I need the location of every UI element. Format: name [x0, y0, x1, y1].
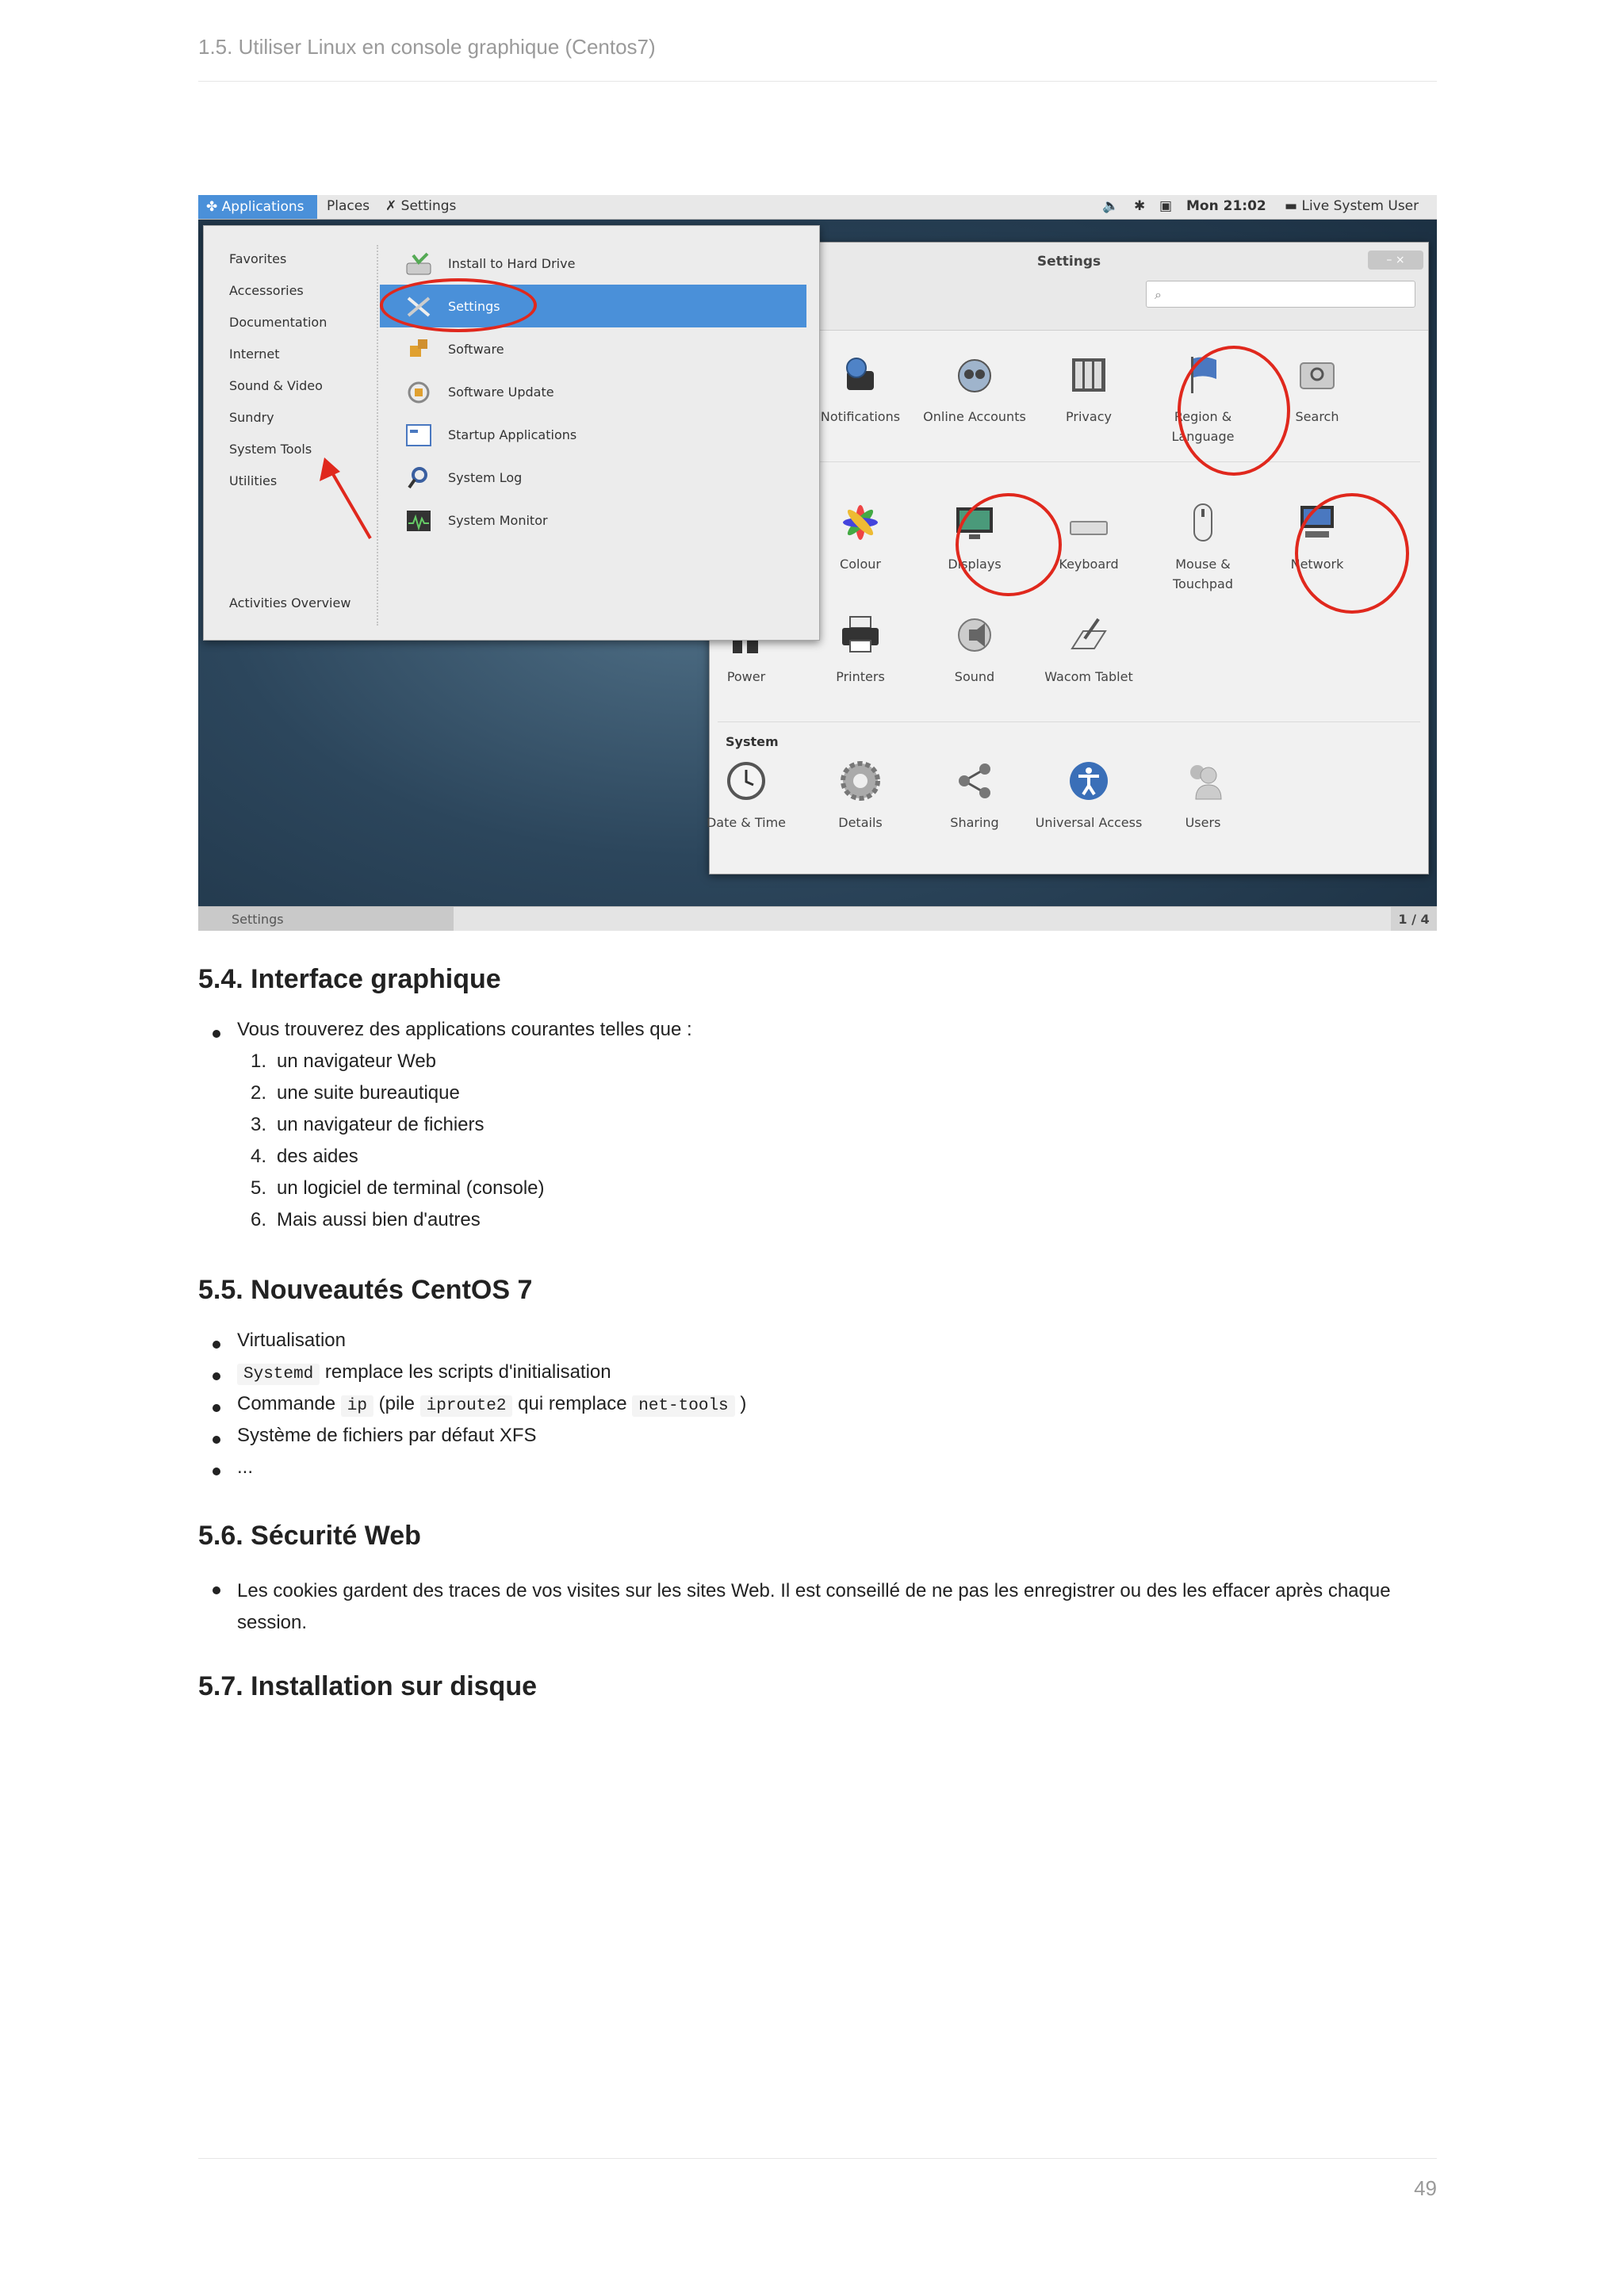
settings-universal-access[interactable] — [1033, 760, 1144, 832]
user-menu[interactable] — [1285, 198, 1419, 214]
menu-item-label: System Log — [448, 470, 523, 485]
settings-sharing[interactable] — [919, 760, 1030, 832]
clock-icon — [725, 760, 768, 802]
settings-row-divider — [718, 461, 1420, 462]
list-item-text: un navigateur Web — [277, 1050, 437, 1072]
list-item-text: Système de fichiers par défaut XFS — [237, 1425, 537, 1446]
settings-item-label: Displays — [948, 557, 1002, 572]
settings-item-label: Notifications — [820, 409, 901, 424]
window-controls[interactable]: – × — [1368, 251, 1423, 270]
printer-icon — [839, 614, 882, 656]
category-utilities[interactable]: Utilities — [229, 473, 278, 488]
list-item-text: Commande — [237, 1393, 336, 1414]
annotation-circle-displays — [956, 493, 1062, 596]
menu-item-label: Software Update — [448, 385, 554, 400]
activities-overview[interactable]: Activities Overview — [229, 595, 351, 610]
menu-item-startup-applications[interactable] — [380, 413, 806, 456]
wacom-tablet-icon — [1067, 614, 1110, 656]
tools-icon: ✗ — [385, 198, 397, 214]
mouse-icon — [1182, 501, 1224, 544]
settings-item-label: Colour — [840, 557, 881, 572]
software-update-icon — [405, 381, 432, 404]
list-number: 3. — [251, 1114, 267, 1135]
settings-item-label: Users — [1185, 815, 1221, 830]
list-item-text: des aides — [277, 1146, 358, 1167]
places-menu[interactable]: Places — [327, 198, 370, 214]
category-internet[interactable]: Internet — [229, 346, 280, 362]
settings-window-title: Settings — [1036, 254, 1101, 270]
list-item — [198, 1209, 692, 1241]
bluetooth-icon[interactable]: ✱ — [1134, 198, 1146, 214]
list-item — [198, 1019, 692, 1050]
inline-code: Systemd — [237, 1364, 320, 1385]
bottom-bar — [198, 906, 1437, 931]
header-rule — [198, 81, 1437, 82]
settings-item-label: Wacom Tablet — [1044, 669, 1133, 684]
settings-app-label: Settings — [400, 198, 457, 214]
volume-icon[interactable]: 🔈 — [1102, 198, 1120, 214]
list-item — [198, 1330, 746, 1361]
search-icon: ⌕ — [1155, 287, 1162, 302]
list-number: 2. — [251, 1082, 267, 1104]
category-sundry[interactable]: Sundry — [229, 410, 274, 425]
clock[interactable]: Mon 21:02 — [1186, 198, 1266, 214]
settings-item-label: Region & Language — [1171, 409, 1235, 444]
settings-item-label: Printers — [836, 669, 885, 684]
software-icon — [405, 338, 432, 362]
accessibility-icon — [1067, 760, 1110, 802]
settings-item-label: Date & Time — [706, 815, 787, 830]
system-section-label: System — [726, 734, 779, 749]
list-item-text: ) — [740, 1393, 747, 1414]
applications-label: Applications — [221, 199, 304, 215]
annotation-arrow — [307, 456, 378, 543]
list-item — [198, 1114, 692, 1146]
settings-date-time[interactable] — [691, 760, 802, 832]
applications-menu — [203, 225, 820, 641]
list-item — [198, 1177, 692, 1209]
list-item — [198, 1361, 746, 1393]
keyboard-icon — [1067, 501, 1110, 544]
category-accessories[interactable]: Accessories — [229, 283, 304, 298]
task-label: Settings — [232, 912, 284, 927]
menu-item-label: Software — [448, 342, 504, 357]
settings-item-label: Search — [1295, 409, 1339, 424]
user-label: Live System User — [1301, 198, 1419, 214]
menu-item-software-update[interactable] — [380, 370, 806, 413]
category-favorites[interactable]: Favorites — [229, 251, 287, 266]
list-item-text: remplace les scripts d'initialisation — [324, 1361, 611, 1383]
list-item-text: Virtualisation — [237, 1330, 346, 1351]
list-item — [198, 1456, 746, 1488]
magnifier-icon — [405, 466, 432, 490]
settings-wacom-tablet[interactable] — [1033, 614, 1144, 687]
annotation-circle-region — [1178, 346, 1290, 476]
list-number: 4. — [251, 1146, 267, 1167]
top-bar — [198, 195, 1437, 220]
settings-item-label: Online Accounts — [923, 409, 1026, 424]
list-item-text: un navigateur de fichiers — [277, 1114, 485, 1135]
online-accounts-icon — [953, 354, 996, 396]
category-sound-video[interactable]: Sound & Video — [229, 378, 323, 393]
speaker-icon — [953, 614, 996, 656]
colour-icon — [839, 501, 882, 544]
list-item-text: qui remplace — [518, 1393, 627, 1414]
settings-item-label: Mouse & Touchpad — [1172, 557, 1234, 591]
page-header: 1.5. Utiliser Linux en console graphique (Centos7) — [198, 35, 656, 59]
list-number: 1. — [251, 1050, 267, 1072]
menu-item-label: System Monitor — [448, 513, 548, 528]
gear-icon — [839, 760, 882, 802]
list-item-text: un logiciel de terminal (console) — [277, 1177, 545, 1199]
list-item-text: (pile — [378, 1393, 415, 1414]
settings-item-label: Privacy — [1066, 409, 1112, 424]
chat-icon: ▬ — [1285, 198, 1298, 214]
startup-apps-icon — [405, 423, 432, 447]
list-item — [198, 1393, 746, 1425]
share-icon — [953, 760, 996, 802]
section-title-5-4: 5.4. Interface graphique — [198, 964, 501, 994]
notifications-icon — [839, 354, 882, 396]
section-title-5-7: 5.7. Installation sur disque — [198, 1671, 537, 1701]
inline-code: ip — [341, 1395, 373, 1417]
menu-item-label: Settings — [448, 299, 500, 314]
workspace-pager[interactable]: 1 / 4 — [1391, 907, 1437, 931]
settings-item-label: Power — [726, 669, 766, 684]
annotation-circle-settings — [380, 278, 537, 332]
settings-item-label: Universal Access — [1035, 815, 1143, 830]
settings-notifications[interactable] — [805, 354, 916, 427]
list-item — [198, 1575, 1391, 1639]
taskbar-settings[interactable] — [198, 907, 454, 931]
centos-desktop-screenshot — [198, 195, 1437, 931]
annotation-circle-network — [1295, 493, 1409, 614]
settings-item-label: Details — [838, 815, 883, 830]
section-title-5-6: 5.6. Sécurité Web — [198, 1521, 421, 1551]
list-item — [198, 1146, 692, 1177]
settings-details[interactable] — [805, 760, 916, 832]
list-item-text: Les cookies gardent des traces de vos visites sur les sites Web. Il est conseillé de ne pas les enregistrer ou des les effacer après chaque — [237, 1580, 1391, 1601]
install-drive-icon — [405, 252, 432, 276]
inline-code: net-tools — [632, 1395, 734, 1417]
menu-separator — [377, 245, 378, 626]
settings-item-label: Keyboard — [1059, 557, 1119, 572]
network-status-icon[interactable]: ▣ — [1159, 198, 1173, 214]
privacy-icon — [1067, 354, 1110, 396]
page-number: 49 — [1414, 2176, 1437, 2200]
section-title-5-5: 5.5. Nouveautés CentOS 7 — [198, 1275, 533, 1305]
applications-menu-button[interactable] — [198, 195, 317, 219]
settings-colour[interactable] — [805, 501, 916, 574]
settings-users[interactable] — [1147, 760, 1258, 832]
settings-sound[interactable] — [919, 614, 1030, 687]
settings-item-label: Sharing — [950, 815, 999, 830]
settings-app-menu[interactable] — [385, 198, 456, 214]
settings-item-label: Sound — [954, 669, 995, 684]
footer-rule — [198, 2158, 1437, 2159]
search-settings-icon — [1296, 354, 1339, 396]
list-item-text: ... — [237, 1456, 254, 1478]
users-icon — [1182, 760, 1224, 802]
settings-privacy[interactable] — [1033, 354, 1144, 427]
settings-printers[interactable] — [805, 614, 916, 687]
list-5-4 — [198, 1019, 692, 1241]
list-item — [198, 1425, 746, 1456]
menu-item-system-log[interactable] — [380, 456, 806, 499]
list-5-5 — [198, 1330, 746, 1488]
list-5-6 — [198, 1575, 1391, 1639]
list-item-text: Mais aussi bien d'autres — [277, 1209, 481, 1230]
settings-search-input[interactable] — [1146, 281, 1415, 308]
category-system-tools[interactable]: System Tools — [229, 442, 312, 457]
list-number: 6. — [251, 1209, 267, 1230]
list-item — [198, 1050, 692, 1082]
list-item-text: session. — [237, 1612, 308, 1633]
settings-online-accounts[interactable] — [919, 354, 1030, 427]
settings-mouse-touchpad[interactable] — [1147, 501, 1258, 594]
menu-item-system-monitor[interactable] — [380, 499, 806, 541]
settings-item-label: Network — [1290, 557, 1344, 572]
list-item — [198, 1082, 692, 1114]
list-item-text: Vous trouverez des applications courantes telles que : — [237, 1019, 692, 1040]
menu-item-software[interactable] — [380, 327, 806, 370]
settings-row-divider — [718, 721, 1420, 722]
menu-item-label: Startup Applications — [448, 427, 577, 442]
menu-item-label: Install to Hard Drive — [448, 256, 576, 271]
inline-code: iproute2 — [420, 1395, 513, 1417]
system-monitor-icon — [405, 509, 432, 533]
gnome-foot-icon: ✤ — [206, 199, 222, 215]
list-number: 5. — [251, 1177, 267, 1199]
list-item-text: une suite bureautique — [277, 1082, 460, 1104]
category-documentation[interactable]: Documentation — [229, 315, 327, 330]
